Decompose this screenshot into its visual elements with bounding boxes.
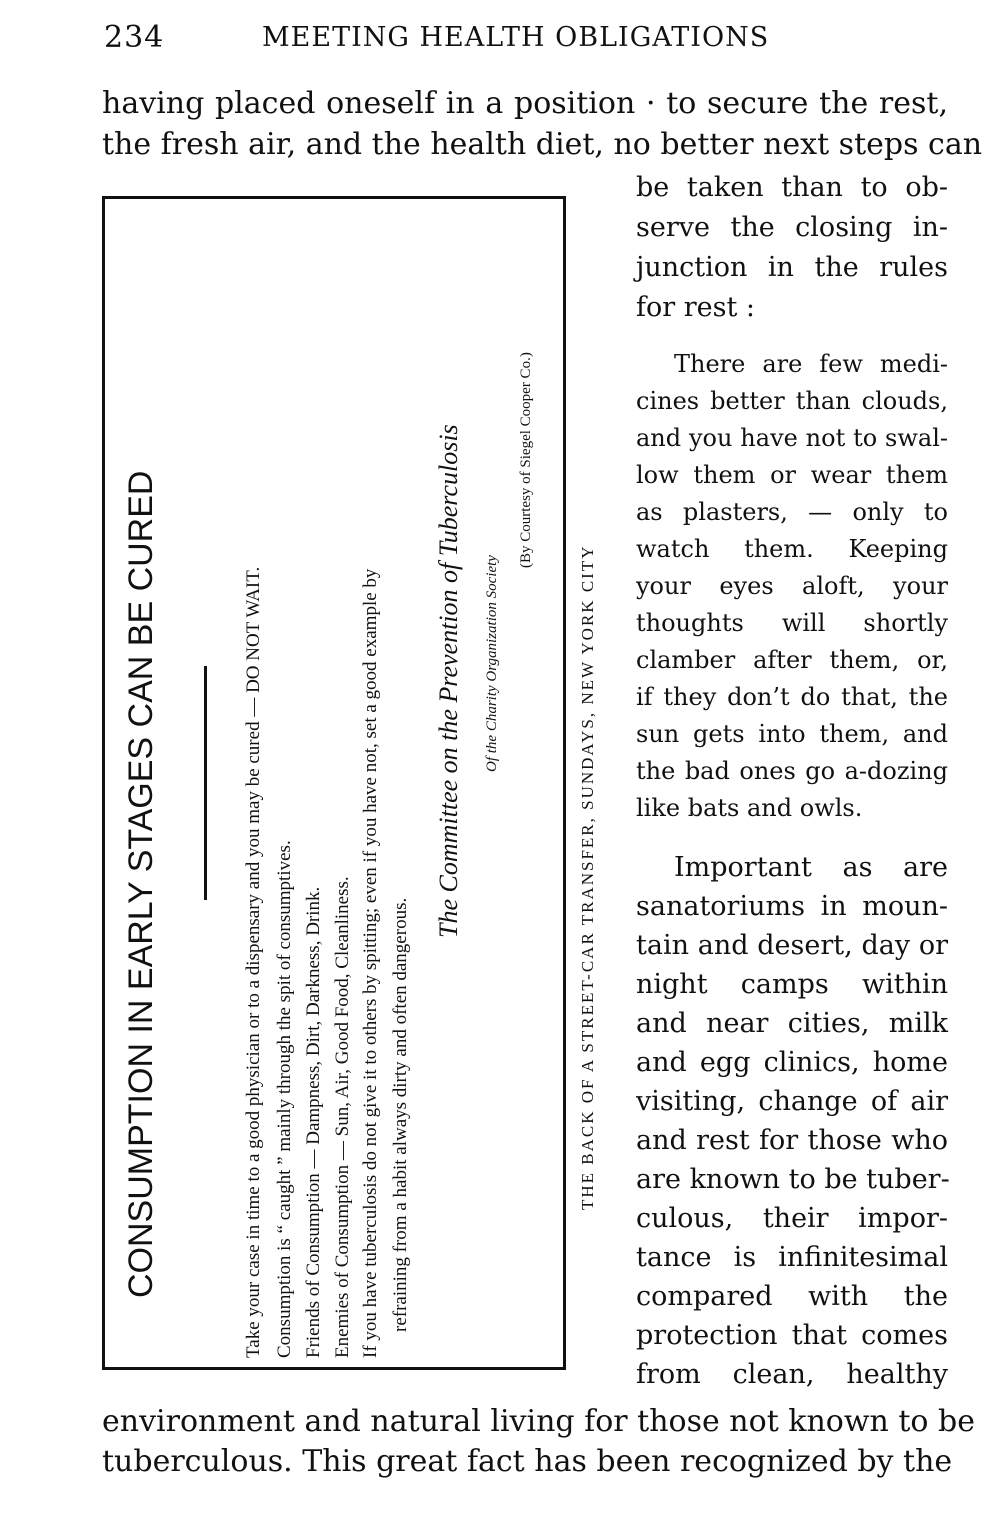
figure-caption: THE BACK OF A STREET-CAR TRANSFER, SUNDAYS, NEW YORK CITY — [578, 544, 597, 1210]
page-number: 234 — [104, 20, 165, 55]
card-body-line: Enemies of Consumption — Sun, Air, Good Food, Cleanliness. — [332, 876, 353, 1358]
quote-line: like bats and owls. — [636, 794, 863, 822]
column-line: are known to be tuber- — [636, 1164, 950, 1195]
quote-line: thoughts will shortly — [636, 609, 948, 637]
running-title: MEETING HEALTH OBLIGATIONS — [262, 22, 770, 53]
card-body-line: Friends of Consumption — Dampness, Dirt, Darkness, Drink. — [303, 886, 324, 1358]
column-line: serve the closing in- — [636, 212, 948, 243]
column-line: sanatoriums in moun- — [636, 891, 948, 922]
quote-line: if they don’t do that, the — [636, 683, 948, 711]
column-line: from clean, healthy — [636, 1359, 948, 1390]
card-body-line: Take your case in time to a good physician or to a dispensary and you may be cured — DO NOT WAIT. — [243, 566, 264, 1358]
quote-line: There are few medi- — [674, 350, 948, 378]
column-line: for rest : — [636, 292, 756, 323]
quote-line: low them or wear them — [636, 461, 948, 489]
card-society: Of the Charity Organization Society — [484, 555, 500, 772]
column-line: tance is infinitesimal — [636, 1242, 948, 1273]
card-courtesy: (By Courtesy of Siegel Cooper Co.) — [518, 352, 534, 568]
closing-line: tuberculous. This great fact has been recognized by the — [102, 1444, 953, 1479]
closing-line: environment and natural living for those not known to be — [102, 1404, 975, 1439]
quote-line: as plasters, — only to — [636, 498, 948, 526]
column-line: protection that comes — [636, 1320, 948, 1351]
column-line: and rest for those who — [636, 1125, 948, 1156]
column-line: tain and desert, day or — [636, 930, 948, 961]
column-line: visiting, change of air — [636, 1086, 948, 1117]
column-line: culous, their impor- — [636, 1203, 948, 1234]
card-body-line: refraining from a habit always dirty and often dangerous. — [390, 897, 411, 1332]
intro-line: the fresh air, and the health diet, no better next steps can — [102, 127, 983, 162]
quote-line: clamber after them, or, — [636, 646, 948, 674]
column-line: junction in the rules — [636, 252, 948, 283]
quote-line: cines better than clouds, — [636, 387, 948, 415]
quote-line: your eyes aloft, your — [636, 572, 948, 600]
intro-line: having placed oneself in a position · to secure the rest, — [102, 86, 948, 121]
column-line: and near cities, milk — [636, 1008, 948, 1039]
column-line: and egg clinics, home — [636, 1047, 948, 1078]
column-line: Important as are — [674, 852, 948, 883]
card-headline: CONSUMPTION IN EARLY STAGES CAN BE CURED — [122, 470, 160, 1298]
quote-line: watch them. Keeping — [636, 535, 948, 563]
quote-line: and you have not to swal- — [636, 424, 948, 452]
card-body-line: Consumption is “ caught ” mainly through the spit of consumptives. — [274, 840, 295, 1358]
quote-line: the bad ones go a-dozing — [636, 757, 948, 785]
card-divider — [204, 666, 207, 900]
column-line: be taken than to ob- — [636, 172, 948, 203]
column-line: night camps within — [636, 969, 948, 1000]
card-signature: The Committee on the Prevention of Tuberculosis — [434, 424, 463, 938]
column-line: compared with the — [636, 1281, 948, 1312]
quote-line: sun gets into them, and — [636, 720, 948, 748]
card-body-line: If you have tuberculosis do not give it to others by spitting; even if you have not, set a good example by — [360, 568, 381, 1358]
